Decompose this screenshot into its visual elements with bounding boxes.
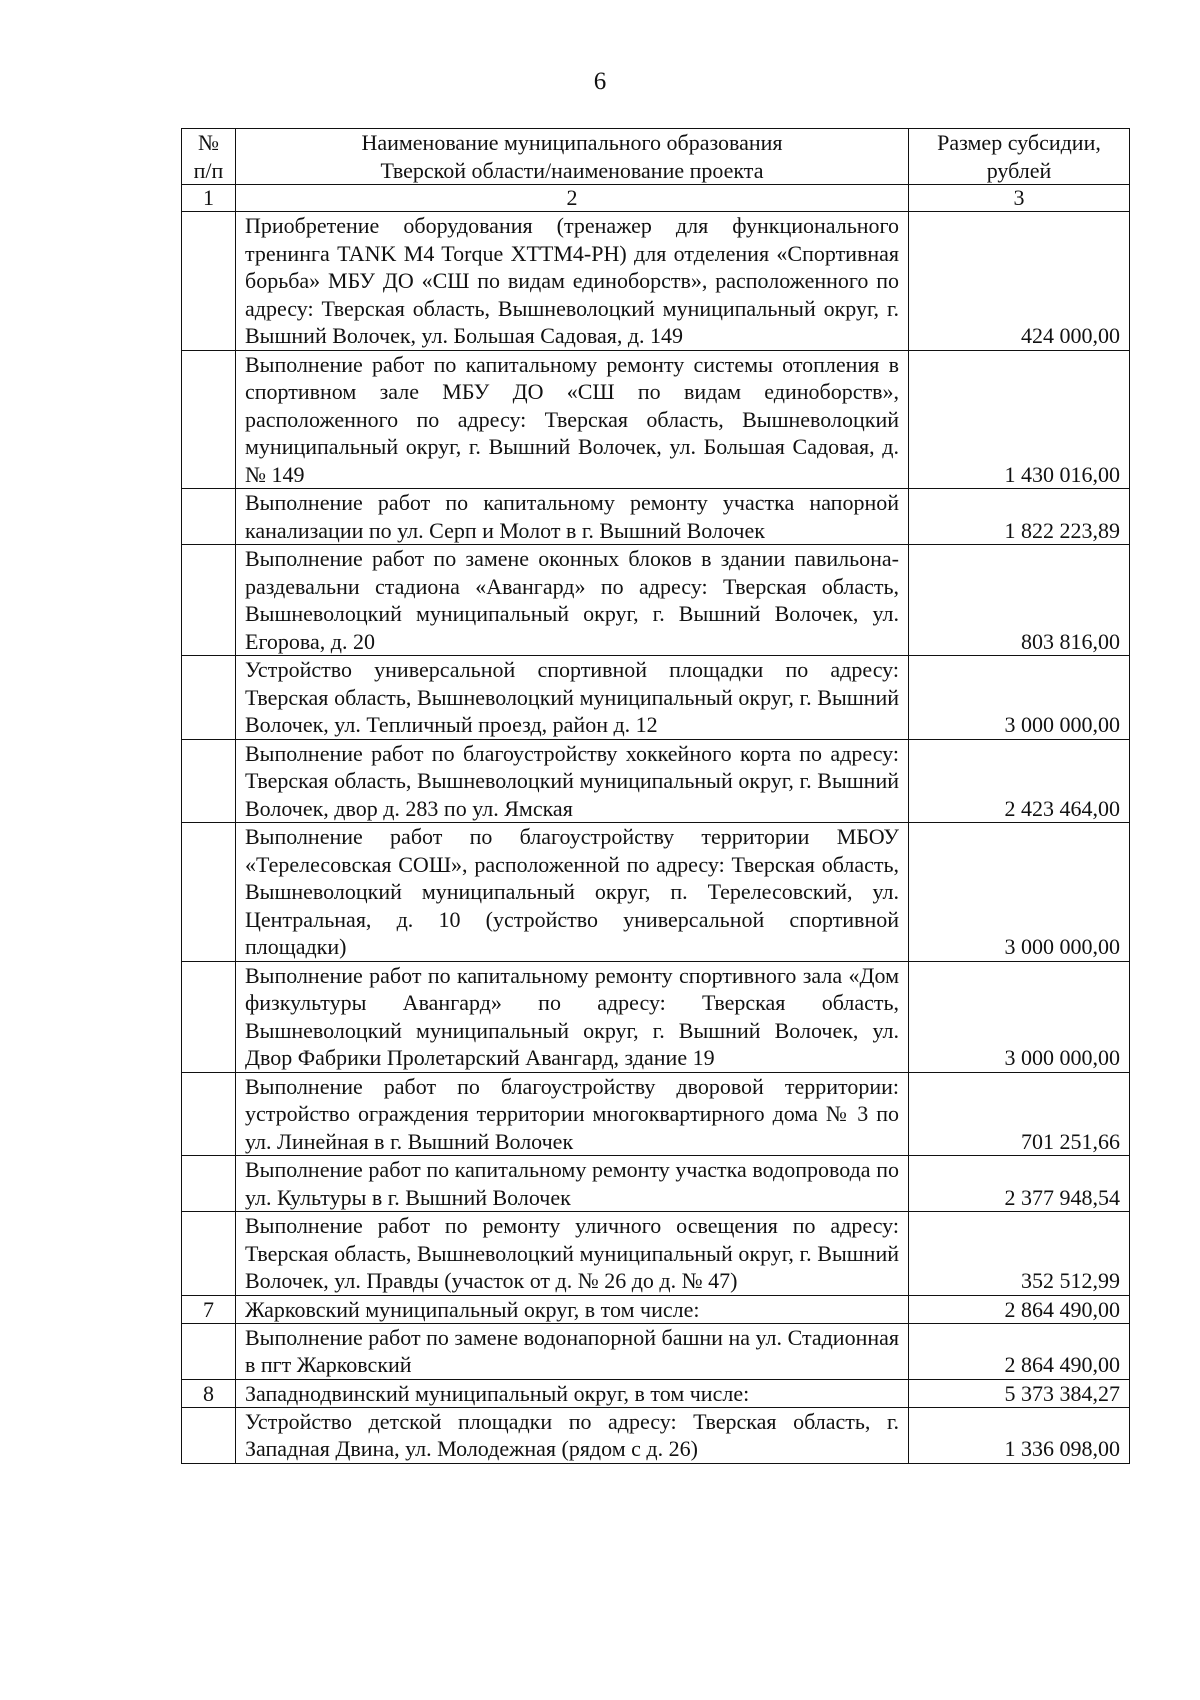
header-name [236,129,909,185]
row-number [182,1407,236,1463]
table-row [182,1156,1130,1212]
row-amount: 1 430 016,00 [909,350,1130,489]
header-amount [909,129,1130,185]
row-project-name: Выполнение работ по благоустройству территории МБОУ «Терелесовская СОШ», расположенной по адресу: Тверская область, Вышневолоцкий муниципальный округ, п. Терелесовский, ул. Центральная, д. 10 (устройство универсальной спортивной площадки) [236,823,909,962]
row-amount: 352 512,99 [909,1212,1130,1296]
header-amount-line1: Размер субсидии, [937,130,1101,155]
table-row-total [182,1379,1130,1407]
header-number [182,129,236,185]
header-number-line2: п/п [193,157,224,183]
row-amount: 3 000 000,00 [909,961,1130,1072]
header-row [182,129,1130,185]
table-row [182,212,1130,351]
row-number [182,545,236,656]
table-row [182,656,1130,740]
row-number [182,739,236,823]
column-number: 1 [182,185,236,212]
row-number [182,212,236,351]
row-project-name: Западнодвинский муниципальный округ, в том числе: [236,1379,909,1407]
column-number: 2 [236,185,909,212]
row-number [182,1212,236,1296]
row-amount: 3 000 000,00 [909,823,1130,962]
row-amount: 3 000 000,00 [909,656,1130,740]
table-row [182,545,1130,656]
table-row [182,823,1130,962]
row-amount: 2 864 490,00 [909,1323,1130,1379]
subsidy-table [181,128,1130,1464]
table-row [182,1072,1130,1156]
row-amount: 1 822 223,89 [909,489,1130,545]
table-row [182,961,1130,1072]
row-project-name: Выполнение работ по капитальному ремонту участка водопровода по ул. Культуры в г. Вышний Волочек [236,1156,909,1212]
table-row [182,739,1130,823]
row-number: 8 [182,1379,236,1407]
column-number-row [182,185,1130,212]
row-project-name: Устройство детской площадки по адресу: Тверская область, г. Западная Двина, ул. Молодежная (рядом с д. 26) [236,1407,909,1463]
row-number [182,823,236,962]
row-amount: 2 423 464,00 [909,739,1130,823]
header-amount-line2: рублей [986,157,1052,183]
row-amount: 803 816,00 [909,545,1130,656]
column-number: 3 [909,185,1130,212]
row-project-name: Устройство универсальной спортивной площадки по адресу: Тверская область, Вышневолоцкий муниципальный округ, г. Вышний Волочек, ул. Тепличный проезд, район д. 12 [236,656,909,740]
row-number [182,1156,236,1212]
row-project-name: Выполнение работ по капитальному ремонту системы отопления в спортивном зале МБУ ДО «СШ по видам единоборств», расположенного по адресу: Тверская область, Вышневолоцкий муниципальный округ, г. Вышний Волочек, ул. Большая Садовая, д. № 149 [236,350,909,489]
header-name-line1: Наименование муниципального образования [361,130,783,155]
row-project-name: Выполнение работ по замене водонапорной башни на ул. Стадионная в пгт Жарковский [236,1323,909,1379]
row-number [182,1323,236,1379]
row-project-name: Выполнение работ по благоустройству хоккейного корта по адресу: Тверская область, Вышневолоцкий муниципальный округ, г. Вышний Волочек, двор д. 283 по ул. Ямская [236,739,909,823]
table-row [182,489,1130,545]
row-amount: 5 373 384,27 [909,1379,1130,1407]
row-amount: 2 377 948,54 [909,1156,1130,1212]
row-amount: 1 336 098,00 [909,1407,1130,1463]
row-project-name: Жарковский муниципальный округ, в том числе: [236,1295,909,1323]
page-number: 6 [593,68,607,95]
table-row-total [182,1295,1130,1323]
header-name-line2: Тверской области/наименование проекта [380,157,764,183]
row-project-name: Выполнение работ по замене оконных блоков в здании павильона-раздевальни стадиона «Авангард» по адресу: Тверская область, Вышневолоцкий муниципальный округ, г. Вышний Волочек, ул. Егорова, д. 20 [236,545,909,656]
row-project-name: Выполнение работ по капитальному ремонту участка напорной канализации по ул. Серп и Молот в г. Вышний Волочек [236,489,909,545]
table-row [182,1212,1130,1296]
row-project-name: Выполнение работ по ремонту уличного освещения по адресу: Тверская область, Вышневолоцкий муниципальный округ, г. Вышний Волочек, ул. Правды (участок от д. № 26 до д. № 47) [236,1212,909,1296]
table-row [182,1407,1130,1463]
row-number [182,961,236,1072]
row-number [182,656,236,740]
row-number [182,350,236,489]
row-project-name: Выполнение работ по благоустройству дворовой территории: устройство ограждения территории многоквартирного дома № 3 по ул. Линейная в г. Вышний Волочек [236,1072,909,1156]
row-amount: 2 864 490,00 [909,1295,1130,1323]
row-amount: 424 000,00 [909,212,1130,351]
row-amount: 701 251,66 [909,1072,1130,1156]
row-number [182,1072,236,1156]
header-number-line1: № [198,130,219,155]
table-body [182,212,1130,1464]
row-number [182,489,236,545]
row-number: 7 [182,1295,236,1323]
row-project-name: Приобретение оборудования (тренажер для функционального тренинга TANK M4 Torque XTTM4-PH) для отделения «Спортивная борьба» МБУ ДО «СШ по видам единоборств», расположенного по адресу: Тверская область, Вышневолоцкий муниципальный округ, г. Вышний Волочек, ул. Большая Садовая, д. 149 [236,212,909,351]
table-row [182,350,1130,489]
table-row [182,1323,1130,1379]
row-project-name: Выполнение работ по капитальному ремонту спортивного зала «Дом физкультуры Авангард» по адресу: Тверская область, Вышневолоцкий муниципальный округ, г. Вышний Волочек, ул. Двор Фабрики Пролетарский Авангард, здание 19 [236,961,909,1072]
